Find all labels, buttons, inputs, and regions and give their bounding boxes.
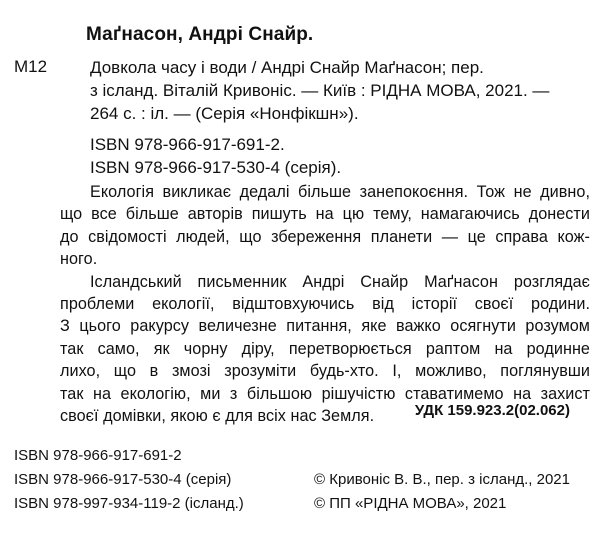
annotation <box>60 181 590 427</box>
annotation-line: ного. <box>60 250 98 269</box>
udk-code: УДК 159.923.2(02.062) <box>414 402 570 419</box>
isbn-line: ISBN 978-966-917-691-2. <box>90 135 285 154</box>
isbn-line: ISBN 978-966-917-530-4 (серія). <box>90 158 342 177</box>
footer-isbn-list <box>14 444 244 516</box>
annotation-line: так само, як чорну діру, перетворюється раптом на родинне <box>60 339 590 358</box>
copyright-line: © Кривоніс В. В., пер. з ісланд., 2021 <box>314 471 570 488</box>
biblio-line: з ісланд. Віталій Кривоніс. — Київ : РІДНА МОВА, 2021. — <box>90 81 550 100</box>
footer-isbn: ISBN 978-966-917-530-4 (серія) <box>14 471 232 488</box>
annotation-line: так на екологію, ми з більшою рішучістю ставатимемо на захист <box>60 384 590 403</box>
footer-isbn: ISBN 978-997-934-119-2 (ісланд.) <box>14 495 244 512</box>
annotation-line: своєї домівки, якою є для всіх нас Земля. <box>60 407 375 426</box>
annotation-line: до свідомості людей, що збереження планети — це справа кож- <box>60 227 590 246</box>
annotation-line: що все більше авторів пишуть на цю тему, намагаючись донести <box>60 205 590 224</box>
copyright-line: © ПП «РІДНА МОВА», 2021 <box>314 495 507 512</box>
annotation-line: Ісландський письменник Андрі Снайр Маґнасон розглядає <box>90 272 590 291</box>
annotation-line: Екологія викликає дедалі більше занепокоєння. Тож не дивно, <box>90 183 590 201</box>
annotation-line: лихо, що в змозі зрозуміти будь-хто. І, можливо, поглянувши <box>60 362 590 381</box>
annotation-line: проблеми екології, відштовхуючись від історії своєї родини. <box>60 295 590 314</box>
biblio-line: Довкола часу і води / Андрі Снайр Маґнасон; пер. <box>90 58 484 77</box>
record-isbn-block <box>90 133 590 179</box>
footer-isbn: ISBN 978-966-917-691-2 <box>14 447 182 464</box>
biblio-line: 264 с. : іл. — (Серія «Нонфікшн»). <box>90 104 359 123</box>
shelf-mark: М12 <box>14 57 48 76</box>
author-heading: Маґнасон, Андрі Снайр. <box>86 24 314 45</box>
copyright-block <box>314 468 570 516</box>
annotation-line: З цього ракурсу величезне питання, яке важко осягнути розумом <box>60 317 590 336</box>
bibliographic-description <box>90 56 590 125</box>
